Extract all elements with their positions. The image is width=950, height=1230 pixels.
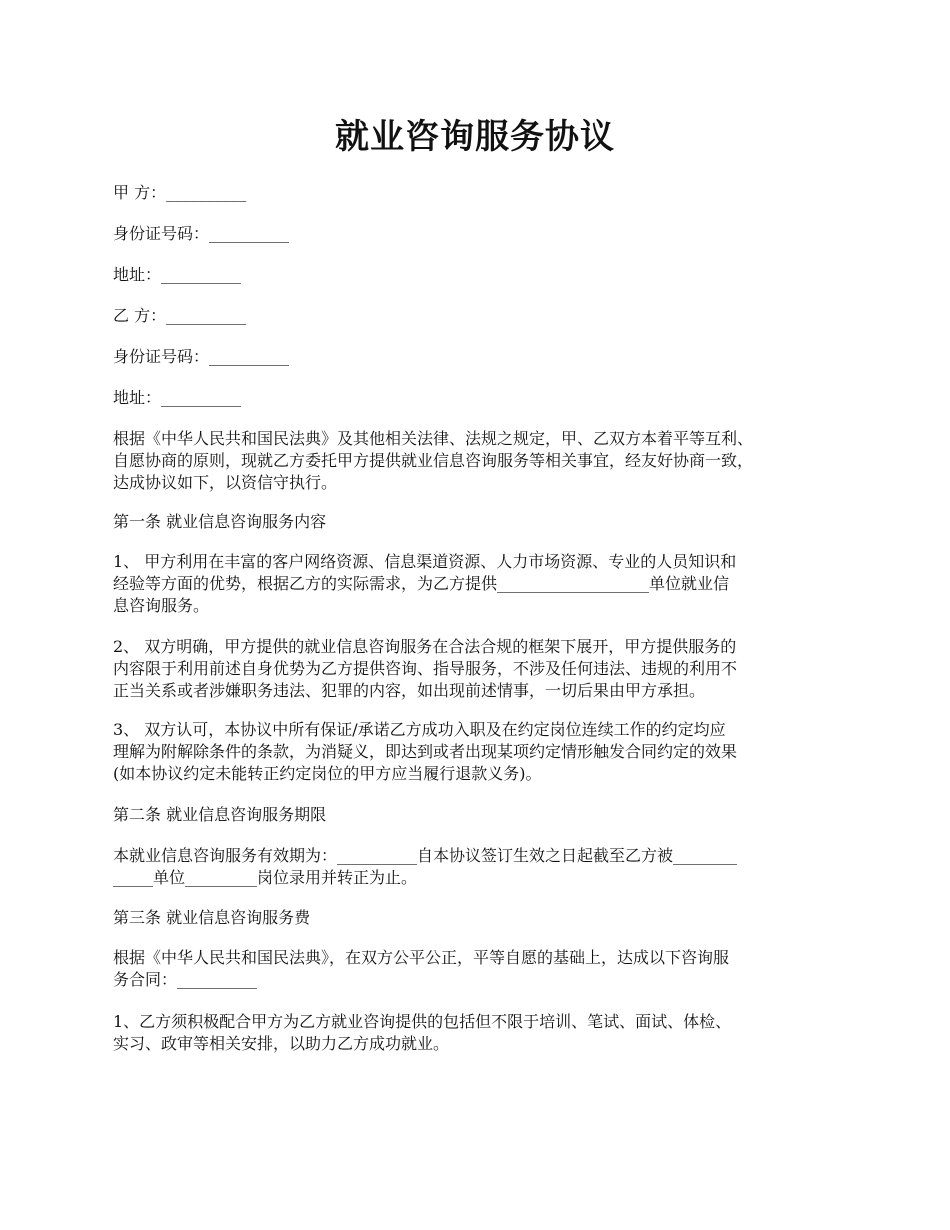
party-a-address-field: 地址：__________: [113, 265, 242, 284]
article-3-item-1: [113, 1011, 853, 1055]
article-2-heading: 第二条 就业信息咨询服务期限: [113, 805, 327, 824]
paragraph-line: _____单位_________岗位录用并转正为止。: [113, 868, 418, 887]
article-3-heading: 第三条 就业信息咨询服务费: [113, 908, 311, 927]
paragraph-line: 3、 双方认可，本协议中所有保证/承诺乙方成功入职及在约定岗位连续工作的约定均应: [113, 720, 726, 739]
paragraph-line: 正当关系或者涉嫌职务违法、犯罪的内容，如出现前述情事，一切后果由甲方承担。: [113, 681, 706, 700]
article-1-item-3: [113, 719, 853, 785]
article-1-item-2: [113, 636, 853, 702]
article-2-body: [113, 845, 853, 889]
intro-line: 根据《中华人民共和国民法典》及其他相关法律、法规之规定，甲、乙双方本着平等互利、: [113, 429, 754, 448]
paragraph-line: 经验等方面的优势，根据乙方的实际需求，为乙方提供___________________单位就业信: [113, 574, 730, 593]
paragraph-line: 2、 双方明确，甲方提供的就业信息咨询服务在合法合规的框架下展开，甲方提供服务的: [113, 637, 737, 656]
paragraph-line: 理解为附解除条件的条款，为消疑义，即达到或者出现某项约定情形触发合同约定的效果: [113, 742, 738, 761]
party-a-name-field: 甲 方：__________: [113, 183, 247, 202]
article-1-heading: 第一条 就业信息咨询服务内容: [113, 512, 327, 531]
party-a-id-field: 身份证号码：__________: [113, 224, 290, 243]
paragraph-line: 1、乙方须积极配合甲方为乙方就业咨询提供的包括但不限于培训、笔试、面试、体检、: [113, 1012, 732, 1031]
intro-line: 自愿协商的原则，现就乙方委托甲方提供就业信息咨询服务等相关事宜，经友好协商一致，: [113, 451, 754, 470]
intro-line: 达成协议如下，以资信守执行。: [113, 473, 338, 492]
paragraph-line: 根据《中华人民共和国民法典》，在双方公平公正，平等自愿的基础上，达成以下咨询服: [113, 948, 730, 967]
article-1-item-1: [113, 551, 853, 617]
paragraph-line: 实习、政审等相关安排，以助力乙方成功就业。: [113, 1034, 450, 1053]
paragraph-line: 务合同：__________: [113, 970, 258, 989]
party-b-address-field: 地址：__________: [113, 388, 242, 407]
paragraph-line: 息咨询服务。: [113, 596, 210, 615]
party-b-id-field: 身份证号码：__________: [113, 347, 290, 366]
party-b-name-field: 乙 方：__________: [113, 306, 247, 325]
article-3-body: [113, 947, 853, 991]
document-title: 就业咨询服务协议: [335, 117, 615, 157]
paragraph-line: 1、 甲方利用在丰富的客户网络资源、信息渠道资源、人力市场资源、专业的人员知识和: [113, 552, 737, 571]
paragraph-line: 本就业信息咨询服务有效期为：__________自本协议签订生效之日起截至乙方被________: [113, 846, 738, 865]
intro-paragraph: [113, 428, 853, 494]
paragraph-line: 内容限于利用前述自身优势为乙方提供咨询、指导服务，不涉及任何违法、违规的利用不: [113, 659, 738, 678]
paragraph-line: (如本协议约定未能转正约定岗位的甲方应当履行退款义务)。: [113, 764, 542, 783]
